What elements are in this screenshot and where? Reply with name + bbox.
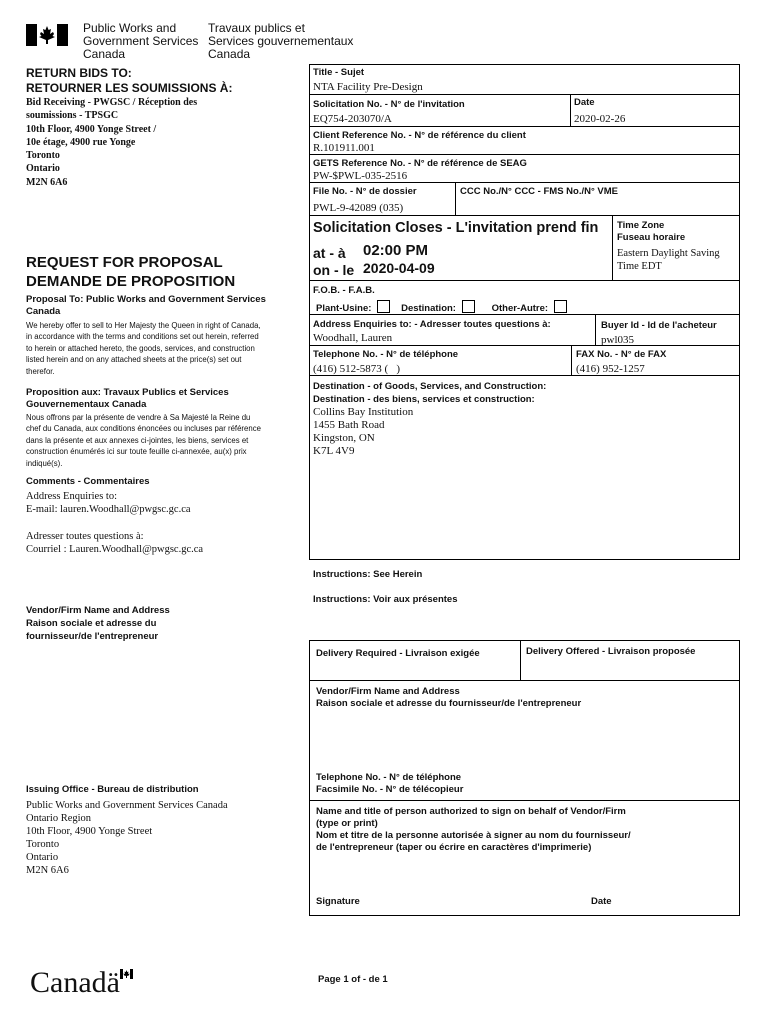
fax-label: FAX No. - N° de FAX (576, 349, 667, 360)
address-enquiries-field (309, 314, 596, 346)
address-enquiries-value: Woodhall, Lauren (313, 332, 393, 344)
gets-reference-value: PW-$PWL-035-2516 (313, 170, 408, 182)
vendor-firm-label-left: Vendor/Firm Name and Address Raison sociale et adresse du fournisseur/de l'entrepreneur (26, 605, 170, 642)
signature-label: Signature (316, 896, 360, 907)
instructions-fr: Instructions: Voir aux présentes (313, 594, 458, 605)
delivery-offered-field (520, 640, 740, 681)
return-bids-title-fr: RETOURNER LES SOUMISSIONS À: (26, 81, 233, 95)
offer-text-fr: Nous offrons par la présente de vendre à Sa Majesté la Reine du chef du Canada, aux conditions énoncées ou incluses par référence dans la présente et aux annexes ci-jointes, les biens, services et construction énumérés ici sur toute feuille ci-annexée, au(x) prix indiqué(s). (26, 413, 261, 468)
ccc-number-label: CCC No./N° CCC - FMS No./N° VME (460, 186, 619, 197)
plant-checkbox[interactable] (377, 300, 390, 313)
file-number-label: File No. - N° de dossier (313, 186, 417, 197)
solicitation-field (309, 94, 571, 127)
comments-label: Comments - Commentaires (26, 476, 150, 487)
fax-value: (416) 952-1257 (576, 363, 645, 375)
time-zone-value: Eastern Daylight Saving Time EDT (617, 248, 720, 272)
canada-wordmark: Canadä (30, 966, 120, 999)
return-bids-title-en: RETURN BIDS TO: (26, 66, 132, 80)
return-bids-address: Bid Receiving - PWGSC / Réception des soumissions - TPSGC 10th Floor, 4900 Yonge Street / 10e étage, 4900 rue Yonge Toronto Ontario M2N 6A6 (26, 97, 198, 188)
closes-at-label: at - à (313, 245, 346, 261)
fob-field (309, 280, 740, 315)
dept-name-fr: Travaux publics et Services gouvernementaux Canada (208, 21, 354, 61)
page-number: Page 1 of - de 1 (318, 974, 388, 985)
client-reference-value: R.101911.001 (313, 142, 375, 154)
other-checkbox[interactable] (554, 300, 567, 313)
file-number-field (309, 182, 456, 216)
proposal-to-en: Proposal To: Public Works and Government Services Canada (26, 294, 266, 317)
solicitation-label: Solicitation No. - N° de l'invitation (313, 99, 465, 110)
fax-field (571, 345, 740, 376)
destination-label: Destination: (401, 303, 456, 314)
closes-date-value: 2020-04-09 (363, 260, 435, 276)
title-value: NTA Facility Pre-Design (313, 81, 423, 93)
comments-enquiries-fr: Adresser toutes questions à: Courriel : Lauren.Woodhall@pwgsc.gc.ca (26, 531, 204, 555)
plant-label: Plant-Usine: (316, 303, 372, 314)
issuing-office-label: Issuing Office - Bureau de distribution (26, 784, 199, 795)
closes-time-value: 02:00 PM (363, 242, 429, 259)
telephone-value: (416) 512-5873 ( ) (313, 363, 401, 375)
vendor-firm-label: Vendor/Firm Name and Address Raison sociale et adresse du fournisseur/de l'entrepreneur (316, 686, 582, 709)
delivery-required-label: Delivery Required - Livraison exigée (316, 648, 480, 659)
other-label: Other-Autre: (491, 303, 549, 314)
client-reference-field (309, 126, 740, 155)
canada-flag-symbol (26, 24, 68, 46)
client-reference-label: Client Reference No. - N° de référence du client (313, 130, 526, 141)
request-title-fr: DEMANDE DE PROPOSITION (26, 273, 236, 290)
proposal-to-fr: Proposition aux: Travaux Publics et Services Gouvernementaux Canada (26, 387, 229, 410)
solicitation-closes-field (309, 215, 613, 281)
authorized-signer-label: Name and title of person authorized to sign on behalf of Vendor/Firm (type or print) Nom et titre de la personne autorisée à signer au nom du fournisseur/ de l'entrepreneur (taper ou écrire en caractères d'imprimerie) (316, 806, 631, 853)
title-label: Title - Sujet (313, 67, 365, 78)
address-enquiries-label: Address Enquiries to: - Adresser toutes questions à: (313, 319, 551, 330)
destination-address: Collins Bay Institution 1455 Bath Road Kingston, ON K7L 4V9 (313, 406, 414, 457)
ccc-number-field (455, 182, 740, 216)
date-value: 2020-02-26 (574, 113, 626, 125)
signature-date-label: Date (591, 896, 612, 907)
telephone-label: Telephone No. - N° de téléphone (313, 349, 459, 360)
offer-text-en: We hereby offer to sell to Her Majesty the Queen in right of Canada, in accordance with the terms and conditions set out herein, referred to herein or attached hereto, the goods, services, and construction listed herein and on any attached sheets at the price(s) set out therefor. (26, 321, 261, 376)
destination-checkbox[interactable] (462, 300, 475, 313)
authorized-signer-field[interactable] (309, 800, 740, 916)
buyer-id-value: pwl035 (601, 334, 634, 346)
destination-label-block: Destination - of Goods, Services, and Construction: Destination - des biens, services et construction: (313, 381, 547, 405)
date-field (570, 94, 740, 127)
closes-on-label: on - le (313, 262, 355, 278)
file-number-value: PWL-9-42089 (035) (313, 202, 404, 214)
delivery-required-field (309, 640, 521, 681)
instructions-en: Instructions: See Herein (313, 569, 423, 580)
time-zone-field (612, 215, 740, 281)
comments-enquiries-en: Address Enquiries to: E-mail: lauren.Woodhall@pwgsc.gc.ca (26, 491, 191, 515)
buyer-id-label: Buyer Id - Id de l'acheteur (601, 320, 717, 331)
gets-reference-label: GETS Reference No. - N° de référence de SEAG (313, 158, 527, 169)
title-field (309, 64, 740, 95)
request-title-en: REQUEST FOR PROPOSAL (26, 254, 223, 271)
vendor-tel-fax-label: Telephone No. - N° de téléphone Facsimile No. - N° de télécopieur (316, 772, 464, 795)
vendor-firm-field[interactable] (309, 680, 740, 801)
wordmark-flag-icon (120, 966, 133, 976)
solicitation-closes-title: Solicitation Closes - L'invitation prend fin (313, 220, 599, 236)
issuing-office-address: Public Works and Government Services Canada Ontario Region 10th Floor, 4900 Yonge Street Toronto Ontario M2N 6A6 (26, 800, 228, 876)
time-zone-label: Time Zone Fuseau horaire (617, 220, 686, 243)
destination-field (309, 375, 740, 560)
telephone-field (309, 345, 572, 376)
fob-label: F.O.B. - F.A.B. (313, 285, 375, 296)
buyer-id-field (595, 314, 740, 346)
dept-name-en: Public Works and Government Services Canada (83, 21, 199, 61)
gets-reference-field (309, 154, 740, 183)
delivery-offered-label: Delivery Offered - Livraison proposée (526, 646, 696, 657)
solicitation-value: EQ754-203070/A (313, 113, 392, 125)
date-label: Date (574, 97, 595, 108)
